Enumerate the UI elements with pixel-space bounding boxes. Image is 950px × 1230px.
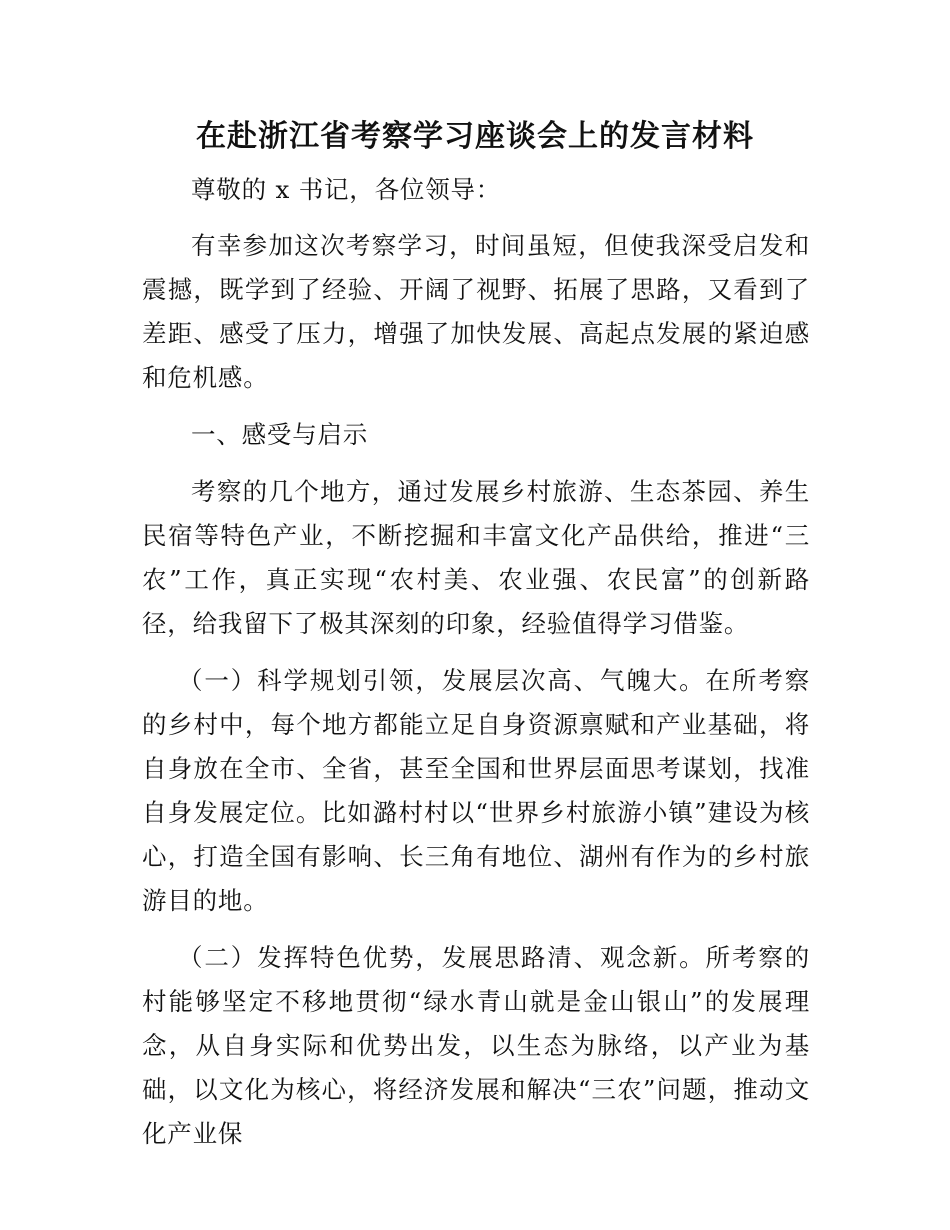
document-title: 在赴浙江省考察学习座谈会上的发言材料 — [196, 119, 754, 154]
paragraph-overview: 考察的几个地方，通过发展乡村旅游、生态茶园、养生民宿等特色产业，不断挖掘和丰富文化产品供给，推进“三农”工作，真正实现“农村美、农业强、农民富”的创新路径，给我留下了极其深刻的印象，经验值得学习借鉴。 — [142, 477, 810, 638]
document-body — [142, 168, 810, 1169]
section-heading: 一、感受与启示 — [191, 420, 369, 449]
paragraph-point-2: （二）发挥特色优势，发展思路清、观念新。所考察的村能够坚定不移地贯彻“绿水青山就是金山银山”的发展理念，从自身实际和优势出发，以生态为脉络，以产业为基础，以文化为核心，将经济发展和解决“三农”问题，推动文化产业保 — [142, 943, 810, 1148]
paragraph-intro: 有幸参加这次考察学习，时间虽短，但使我深受启发和震撼，既学到了经验、开阔了视野、拓展了思路，又看到了差距、感受了压力，增强了加快发展、高起点发展的紧迫感和危机感。 — [142, 231, 810, 392]
salutation: 尊敬的 x 书记，各位领导： — [191, 175, 502, 204]
paragraph-point-1: （一）科学规划引领，发展层次高、气魄大。在所考察的乡村中，每个地方都能立足自身资源禀赋和产业基础，将自身放在全市、全省，甚至全国和世界层面思考谋划，找准自身发展定位。比如潞村村以“世界乡村旅游小镇”建设为核心，打造全国有影响、长三角有地位、湖州有作为的乡村旅游目的地。 — [142, 666, 810, 915]
